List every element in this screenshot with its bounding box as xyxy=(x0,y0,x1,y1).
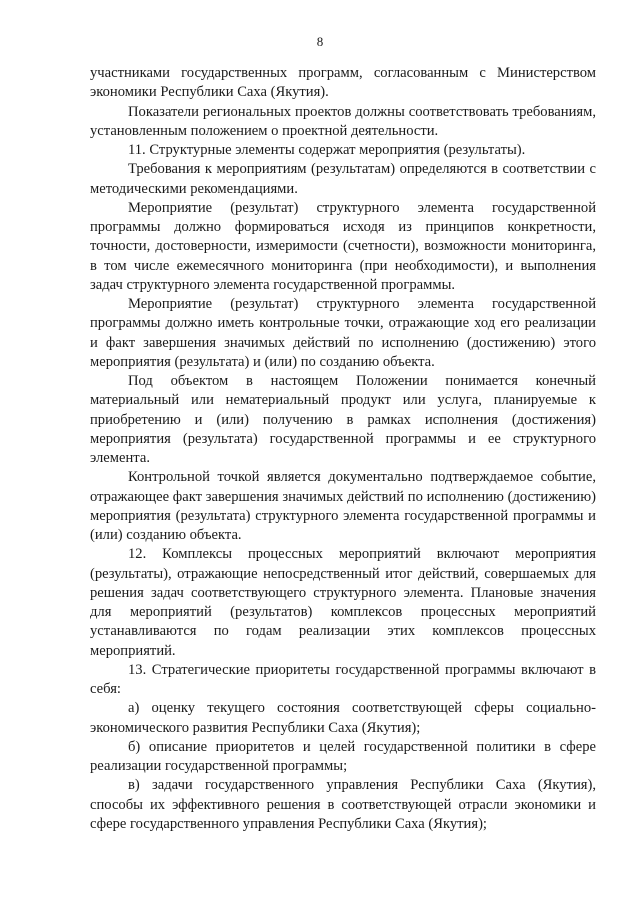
paragraph: Мероприятие (результат) структурного элемента государственной программы должно иметь контрольные точки, отражающие ход его реализации и факт завершения значимых действий по исполнению (достижению) этого мероприятия (результата) и (или) по созданию объекта. xyxy=(90,296,596,370)
paragraph-clause-12: 12. Комплексы процессных мероприятий включают мероприятия (результаты), отражающие непосредственный итог действий, совершаемых для решения задач соответствующего структурного элемента. Плановые значения для мероприятий (результатов) комплексов процессных мероприятий устанавливаются по годам реализации этих комплексов процессных мероприятий. xyxy=(90,546,596,659)
list-item-a: а) оценку текущего состояния соответствующей сферы социально-экономического развития Республики Саха (Якутия); xyxy=(90,700,596,736)
page-number: 8 xyxy=(316,34,324,49)
list-item-b: б) описание приоритетов и целей государственной политики в сфере реализации государственной программы; xyxy=(90,738,596,774)
paragraph: Под объектом в настоящем Положении понимается конечный материальный или нематериальный продукт или услуга, планируемые к приобретению и (или) получению в рамках исполнения (достижения) мероприятия (результата) государственной программы и ее структурного элемента. xyxy=(90,373,596,466)
list-item-c: в) задачи государственного управления Республики Саха (Якутия), способы их эффективного решения в соответствующей отрасли экономики и сфере государственного управления Республики Саха (Якутия); xyxy=(90,777,596,832)
paragraph-clause-11: 11. Структурные элементы содержат мероприятия (результаты). xyxy=(128,142,526,158)
paragraph: Контрольной точкой является документально подтверждаемое событие, отражающее факт завершения значимых действий по исполнению (достижению) мероприятия (результата) структурного элемента государственной программы и (или) созданию объекта. xyxy=(90,469,596,543)
paragraph: Мероприятие (результат) структурного элемента государственной программы должно формироваться исходя из принципов конкретности, точности, достоверности, измеримости (счетности), возможности мониторинга, в том числе ежемесячного мониторинга (при необходимости), и выполнения задач структурного элемента государственной программы. xyxy=(90,199,596,293)
paragraph: Показатели региональных проектов должны соответствовать требованиям, установленным положением о проектной деятельности. xyxy=(90,103,596,139)
paragraph-clause-13: 13. Стратегические приоритеты государственной программы включают в себя: xyxy=(90,661,596,697)
document-body xyxy=(90,64,596,834)
paragraph: Требования к мероприятиям (результатам) определяются в соответствии с методическими рекомендациями. xyxy=(90,161,596,197)
paragraph-continuation: участниками государственных программ, согласованным с Министерством экономики Республики Саха (Якутия). xyxy=(90,65,596,101)
